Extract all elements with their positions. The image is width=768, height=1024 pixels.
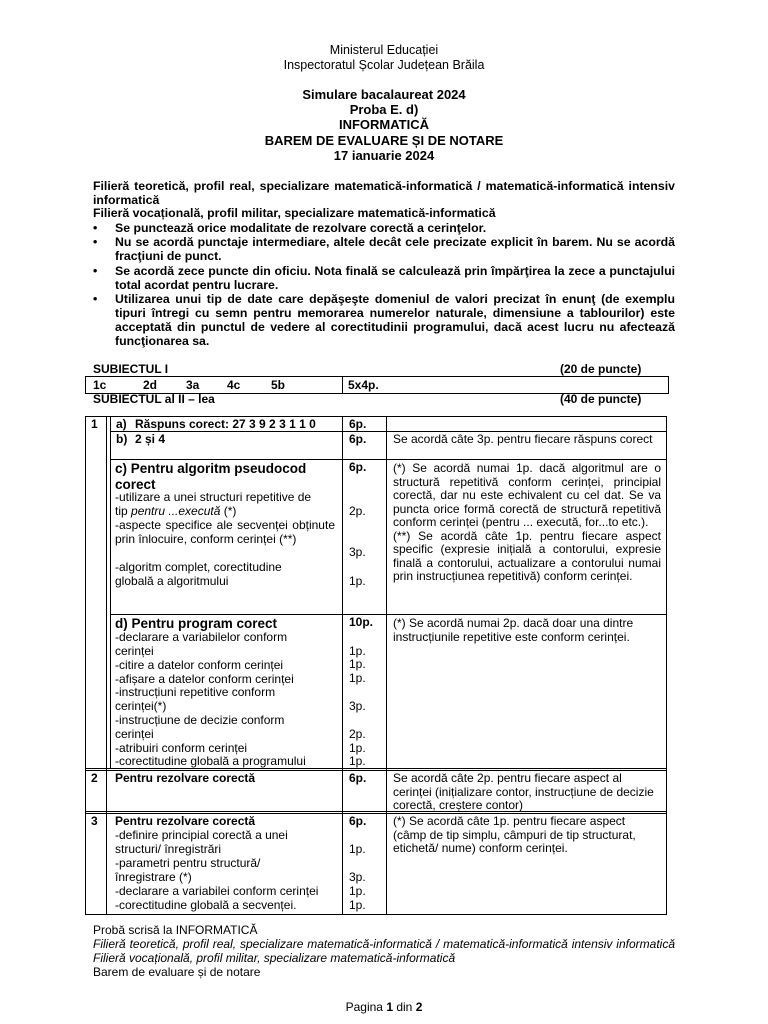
bullet-item: • Utilizarea unui tip de date care depăşeşte domeniul de valori precizat în enunţ (de exemplu tipuri întregi cu semn pentru memorarea numerelor naturale, dimensiune a tablourilor) este acceptată din punctul de vedere al corectitudinii programului, dacă acest lucru nu afectează funcţionarea sa. [93, 292, 675, 348]
q2-points: 6p. [349, 771, 367, 785]
q1c-item1-points: 2p. [349, 504, 366, 518]
exam-date: 17 ianuarie 2024 [333, 148, 435, 163]
footer-line1: Probă scrisă la INFORMATICĂ [93, 923, 258, 937]
q1c-title: c) Pentru algoritm pseudocod corect [115, 461, 307, 492]
q1c-item1-pre: tip [115, 504, 132, 518]
bullet-item: • Se acordă zece puncte din oficiu. Nota finală se calculează prin împărţirea la zece a punctajului total acordat pentru lucrare. [93, 264, 675, 292]
q1d-item-points: 2p. [349, 727, 366, 741]
page-pre: Pagina [345, 1000, 387, 1014]
table-border [85, 416, 86, 915]
q1a-label: a) [116, 417, 127, 431]
q3-number: 3 [91, 814, 98, 828]
exam-barem: BAREM DE EVALUARE ȘI DE NOTARE [264, 133, 504, 148]
q2-text: Pentru rezolvare corectă [115, 771, 256, 785]
answer-1: 1c [93, 378, 107, 392]
q1c-note: (*) Se acordă numai 1p. dacă algoritmul are o structură repetitivă conform cerinței, principial corectă, dar nu este echivalent cu cel dat. Se va puncta orice formă corectă de structură repetitivă conform cerinței (pentru ... execută, for...to etc.). (**) Se acordă câte 1p. pentru fiecare aspect specific (expresie inițială a contorului, expresie finală a contorului, actualizare a contorului numai prin instrucțiunea repetitivă) conform cerinței. [393, 461, 661, 583]
q2-number: 2 [91, 771, 98, 785]
table-border [106, 416, 107, 915]
subject1-points: (20 de puncte) [560, 362, 642, 376]
q3-item: -parametri pentru structură/ înregistrare (*) [115, 856, 261, 884]
q1b-note: Se acordă câte 3p. pentru fiecare răspuns corect [393, 432, 653, 446]
bullet-text: Se punctează orice modalitate de rezolvare corectă a cerinţelor. [115, 221, 487, 235]
q1-number: 1 [91, 417, 98, 431]
q3-item-points: 3p. [349, 870, 366, 884]
q1d-item: -afișare a datelor conform cerinței [115, 672, 294, 686]
exam-title: Simulare bacalaureat 2024 [302, 87, 466, 102]
table-border [386, 416, 387, 915]
bullet-item: • Nu se acordă punctaje intermediare, altele decât cele precizate explicit în barem. Nu se acordă fracţiuni de punct. [93, 235, 675, 263]
table-border [110, 416, 111, 768]
page-total: 2 [415, 1000, 423, 1014]
q1d-item: -declarare a variabilelor conform cerinței [115, 630, 288, 658]
table-border [85, 914, 667, 915]
q2-note: Se acordă câte 2p. pentru fiecare aspect al cerinței (inițializare contor, instrucțiune de decizie corectă, creștere contor) [393, 771, 654, 812]
q1d-item: -instrucțiune de decizie conform cerinței [115, 713, 285, 741]
q1c-item3-points: 1p. [349, 574, 366, 588]
bullet-item: • Se punctează orice modalitate de rezolvare corectă a cerinţelor. [93, 221, 675, 235]
page-number [0, 1000, 768, 1014]
q3-item: -corectitudine globală a secvenței. [115, 898, 297, 912]
q1c-points: 6p. [349, 460, 367, 474]
q1d-item: -instrucțiuni repetitive conform cerinței(*) [115, 685, 276, 713]
q1c-item3: -algoritm complet, corectitudine globală a algoritmului [115, 560, 282, 588]
bullet-text: Nu se acordă punctaje intermediare, altele decât cele precizate explicit în barem. Nu se acordă fracţiuni de punct. [115, 235, 675, 263]
table-border [110, 459, 666, 460]
subject2-label: SUBIECTUL al II – lea [93, 392, 215, 406]
q1d-item-points: 1p. [349, 671, 366, 685]
page-mid: din [393, 1000, 416, 1014]
q3-points: 6p. [349, 814, 367, 828]
page-current: 1 [386, 1000, 393, 1014]
subject1-label: SUBIECTUL I [93, 362, 169, 376]
filiera-vocationala: Filieră vocațională, profil militar, specializare matematică-informatică [93, 206, 496, 220]
q1b-text: 2 și 4 [135, 432, 166, 446]
divider [342, 376, 343, 394]
q1a-points: 6p. [349, 417, 367, 431]
q1d-item: -citire a datelor conform cerinței [115, 658, 284, 672]
q1d-item-points: 1p. [349, 657, 366, 671]
q1c-item2-points: 3p. [349, 545, 366, 559]
q3-item-points: 1p. [349, 898, 366, 912]
answer-4: 4c [227, 378, 241, 392]
q1d-title: d) Pentru program corect [115, 616, 278, 631]
bullet-text: Se acordă zece puncte din oficiu. Nota finală se calculează prin împărţirea la zece a punctajului total acordat pentru lucrare. [115, 264, 675, 292]
q1d-item-points: 1p. [349, 741, 366, 755]
q1c-item2: -aspecte specifice ale secvenței obținute prin înlocuire, conform cerinței (**) [115, 518, 335, 546]
q3-item-points: 1p. [349, 884, 366, 898]
filiera-teoretica: Filieră teoretică, profil real, specializare matematică-informatică / matematică-informatică intensiv informatică [93, 179, 675, 207]
ministry-name: Ministerul Educației [329, 43, 439, 57]
exam-proba: Proba E. d) [349, 102, 419, 117]
q1d-points: 10p. [349, 615, 374, 629]
answer-2: 2d [143, 378, 158, 392]
footer-line3: Barem de evaluare și de notare [93, 965, 261, 979]
q1c-item1-italic: pentru ...execută [131, 504, 221, 518]
q1d-note: (*) Se acordă numai 2p. dacă doar una dintre instrucțiunile repetitive este conform cerinței. [393, 616, 634, 644]
answer-3: 3a [186, 378, 200, 392]
subject2-points: (40 de puncte) [560, 392, 642, 406]
q3-note: (*) Se acordă câte 1p. pentru fiecare aspect (câmp de tip simplu, câmpuri de tip structurat, etichetă/ nume) conform cerinței. [393, 814, 636, 855]
table-border [666, 416, 667, 915]
q1d-item-points: 3p. [349, 699, 366, 713]
q1d-item: -atribuiri conform cerinței [115, 741, 248, 755]
table-border [342, 416, 343, 915]
subject1-score: 5x4p. [348, 378, 379, 392]
table-border [110, 614, 666, 615]
exam-subject: INFORMATICĂ [338, 117, 430, 132]
q1b-points: 6p. [349, 432, 367, 446]
q3-item: -definire principial corectă a unei structuri/ înregistrări [115, 828, 288, 856]
q3-item-points: 1p. [349, 842, 366, 856]
q1d-item-points: 1p. [349, 754, 366, 768]
q1d-item-points: 1p. [349, 644, 366, 658]
inspectorate-name: Inspectoratul Școlar Județean Brăila [283, 58, 485, 72]
q3-item: -declarare a variabilei conform cerinței [115, 884, 319, 898]
q3-text: Pentru rezolvare corectă [115, 814, 256, 828]
footer-line2: Filieră teoretică, profil real, specializare matematică-informatică / matematică-informatică intensiv informatică Filieră vocațională, profil militar, specializare matematică-informatică [93, 937, 675, 965]
answer-5: 5b [271, 378, 286, 392]
q1c-item1-cont [115, 505, 335, 519]
q1c-item1: -utilizare a unei structuri repetitive de [115, 490, 312, 504]
q1c-item1-post: (*) [220, 504, 237, 518]
bullet-text: Utilizarea unui tip de date care depăşeşte domeniul de valori precizat în enunţ (de exemplu tipuri întregi cu semn pentru memorarea numerelor naturale, dimensiune a tablourilor) este acceptată din punctul de vedere al corectitudinii programului, dacă acest lucru nu afectează funcţionarea sa. [115, 292, 675, 348]
q1d-item: -corectitudine globală a programului [115, 754, 306, 768]
q1b-label: b) [116, 432, 128, 446]
q1a-text: Răspuns corect: 27 3 9 2 3 1 1 0 [135, 417, 316, 431]
